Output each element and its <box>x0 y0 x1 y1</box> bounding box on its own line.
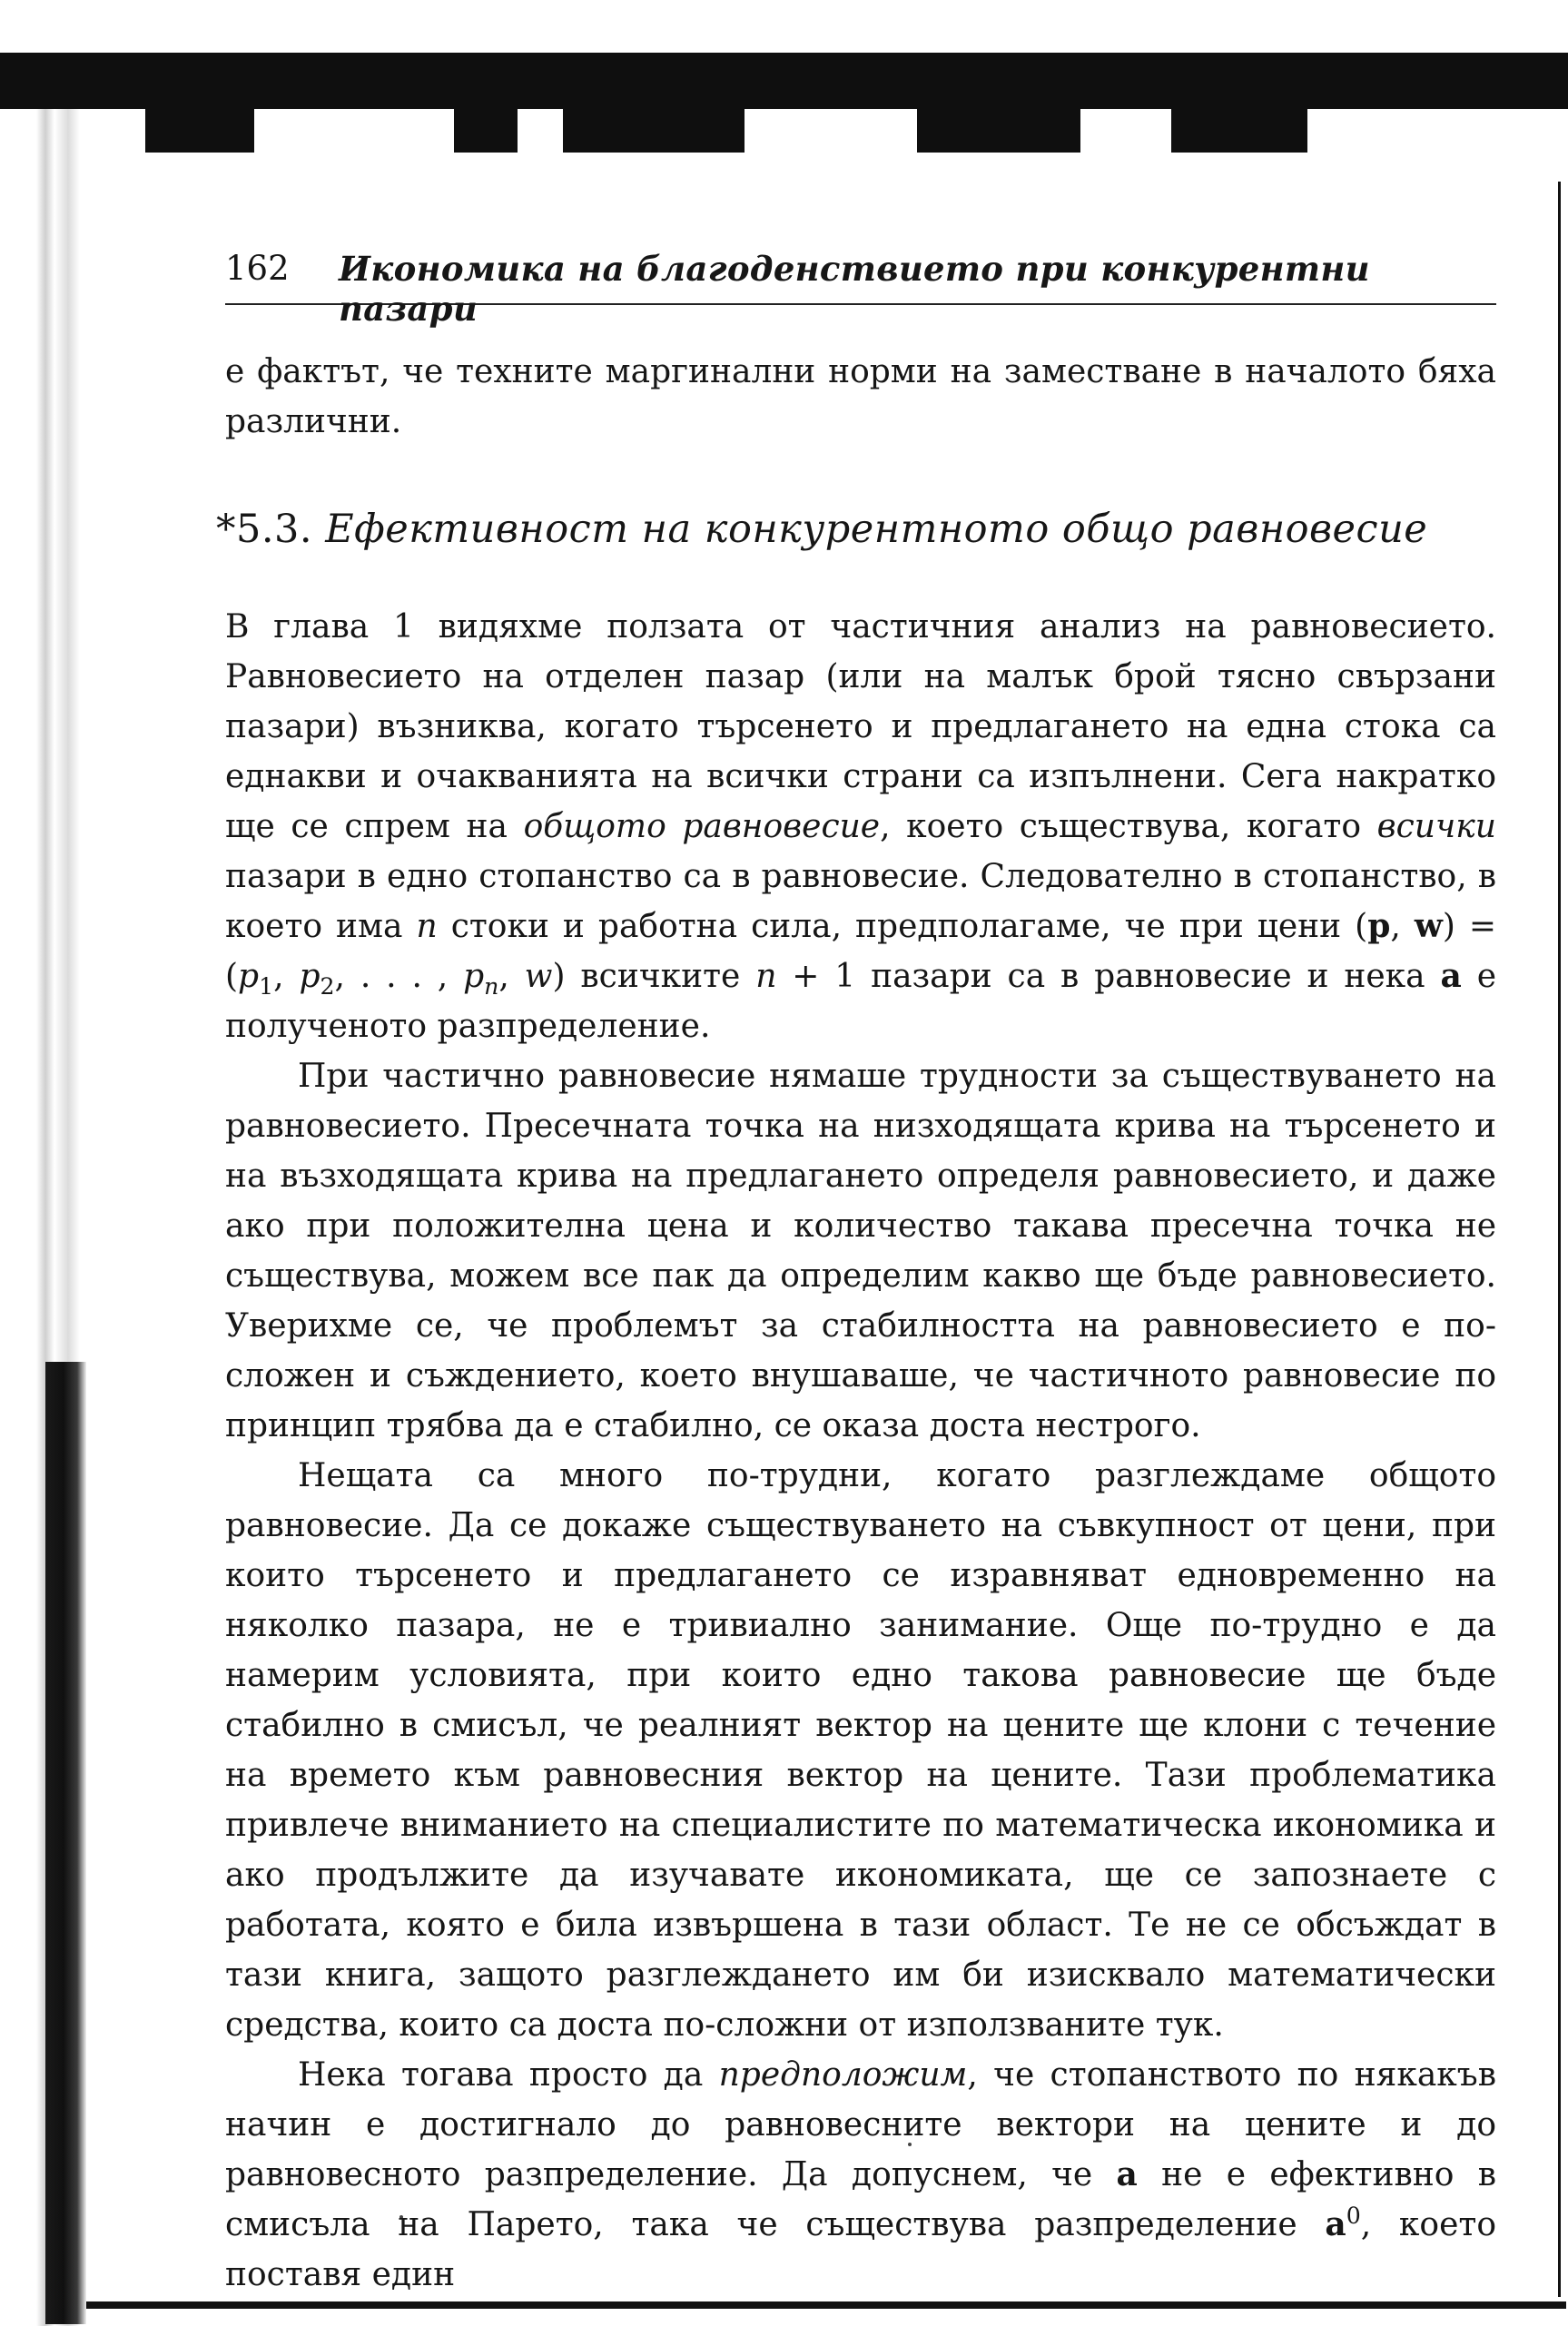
text-run: Нека тогава просто да <box>298 2056 719 2094</box>
text-run: p <box>1367 907 1391 945</box>
text-run: , <box>498 958 525 995</box>
text-run: 2 <box>320 973 335 1000</box>
scan-top-notch <box>1171 109 1307 153</box>
section-title: Ефективност на конкурентното общо равновесие <box>325 507 1428 552</box>
text-run: , което поставя един <box>225 2206 1496 2293</box>
text-run: ) = ( <box>225 908 1497 995</box>
text-run: не е ефективно в смисъла на Парето, така че съществува разпределение <box>225 2156 1497 2243</box>
text-run: , <box>273 958 300 995</box>
text-run: , че стопанството по някакъв начин е достигнало до равновесните вектори на цените и до равновесното разпределение. Да допуснем, че <box>225 2056 1496 2193</box>
text-run: a <box>1325 2205 1346 2243</box>
text-run: + 1 пазари са в равновесие и нека <box>776 958 1441 995</box>
text-run: a <box>1116 2155 1138 2193</box>
text-run: ) всичките <box>552 958 756 995</box>
paragraph <box>225 602 1496 1051</box>
text-run: стоки и работна сила, предполагаме, че при цени ( <box>437 908 1368 945</box>
text-run: предположим <box>718 2056 968 2094</box>
scan-top-border <box>0 53 1568 109</box>
text-run: е полученото разпределение. <box>225 958 1496 1045</box>
text-run: n <box>484 973 499 1000</box>
section-heading <box>216 507 1427 552</box>
text-run: , <box>1390 908 1415 945</box>
text-run: 0 <box>1346 2203 1361 2229</box>
scan-top-notch <box>917 109 1080 153</box>
text-run: При частично равновесие нямаше трудности за съществуването на равновесието. Пресечната точка на низходящата крива на търсенето и на възходящата крива на предлагането определя равновесието, и даже ако при положителна цена и количество такава пресечна точка не съществува, можем все пак да определим какво ще бъде равновесието. Уверихме се, че проблемът за стабилността на равновесието е по-сложен и съждението, което внушаваше, че частичното равновесие по принцип трябва да е стабилно, се оказа доста нестрого. <box>225 1058 1496 1444</box>
text-run: w <box>1414 907 1443 945</box>
scan-right-edge <box>1558 182 1561 2297</box>
text-run: Нещата са много по-трудни, когато разглеждаме общото равновесие. Да се докаже съществуването на съвкупност от цени, при които търсенето и предлагането се изравняват едновременно на няколко пазара, не е тривиално занимание. Още по-трудно е да намерим условията, при които едно такова равновесие ще бъде стабилно в смисъл, че реалният вектор на цените ще клони с течение на времето към равновесния вектор на цените. Тази проблематика привлече вниманието на специалистите по математическа икономика и ако продължите да изучавате икономиката, ще се запознаете с работата, която е била извършена в тази област. Те не се обсъждат в тази книга, защото разглеждането им би изисквало математически средства, които са доста по-сложни от използваните тук. <box>225 1457 1496 2044</box>
text-run: пазари в едно стопанство са в равновесие. Следователно в стопанство, в което има <box>225 858 1496 945</box>
text-run: , . . . , <box>334 958 464 995</box>
intro-paragraph <box>225 347 1496 447</box>
text-run: p <box>463 958 485 995</box>
section-number: *5.3. <box>216 507 313 552</box>
text-run: В глава 1 видяхме ползата от частичния анализ на равновесието. Равновесието на отделен пазар (или на малък брой тясно свързани пазари) възниква, когато търсенето и предлагането на една стока са еднакви и очакванията на всички страни са изпълнени. Сега накратко ще се спрем на <box>225 608 1496 845</box>
paragraph <box>225 1051 1496 1451</box>
scan-bottom-edge <box>86 2301 1566 2309</box>
text-run: общото равновесие <box>523 808 881 845</box>
text-run: , което съществува, когато <box>880 808 1377 845</box>
body-text <box>225 602 1496 2300</box>
paragraph <box>225 2050 1496 2300</box>
page-number: 162 <box>225 249 290 288</box>
running-title: Икономика на благоденствието при конкурентни пазари <box>339 249 1370 329</box>
text-run: n <box>416 908 438 945</box>
intro-text: е фактът, че техните маргинални норми на заместване в началото бяха различни. <box>225 353 1496 440</box>
text-run: p <box>238 958 260 995</box>
scan-top-notch <box>454 109 518 153</box>
scan-top-notch <box>563 109 745 153</box>
running-head <box>225 245 1496 329</box>
scan-top-notch <box>145 109 254 153</box>
text-run: p <box>299 958 321 995</box>
text-run: всички <box>1376 808 1496 845</box>
text-run: a <box>1440 957 1462 995</box>
paragraph <box>225 1451 1496 2050</box>
text-run: n <box>755 958 777 995</box>
text-run: w <box>524 958 553 995</box>
text-run: 1 <box>259 973 274 1000</box>
scan-left-shadow <box>45 1362 86 2324</box>
